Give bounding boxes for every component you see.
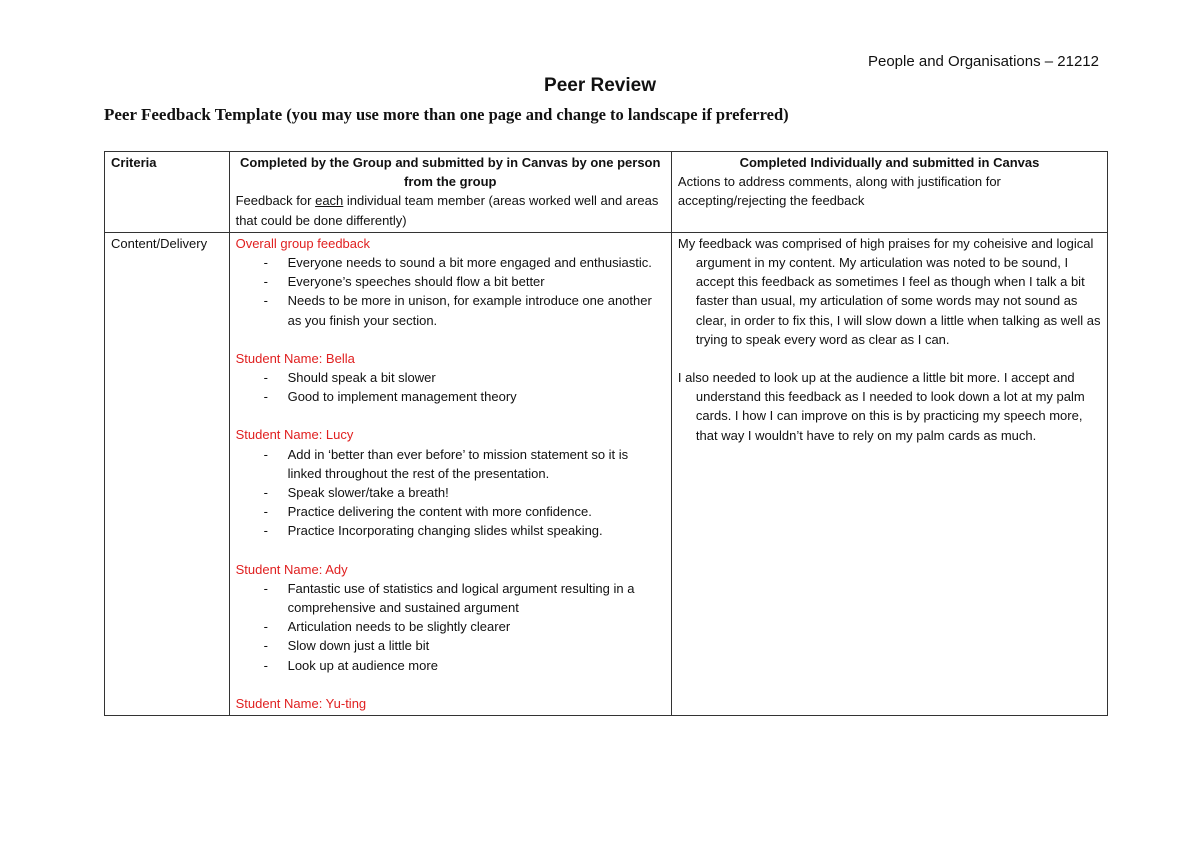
response-paragraph: I also needed to look up at the audience a little bit more. I accept and understand this feedback as I needed to look down a lot at my palm cards. I how I can improve on this is by practicing my speech more, that way I wouldn’t have to rely on my palm cards as much.: [677, 370, 1085, 443]
student-name-label: Student Name: Ady: [235, 561, 348, 577]
list-item: - Everyone’s speeches should flow a bit better: [236, 272, 665, 291]
table-header-row: [105, 152, 1108, 233]
group-column-subtitle: Feedback for each individual team member (areas worked well and areas that could be done differently): [235, 193, 659, 228]
list-item: - Fantastic use of statistics and logical argument resulting in a comprehensive and sustained argument: [236, 579, 665, 617]
student-name-label: Student Name: Yu-ting: [235, 695, 367, 711]
student-feedback-list: [236, 445, 665, 541]
list-item: - Slow down just a little bit: [236, 636, 665, 655]
list-item: - Everyone needs to sound a bit more engaged and enthusiastic.: [236, 253, 665, 272]
list-item: - Practice delivering the content with more confidence.: [236, 502, 665, 521]
document-title: Peer Review: [544, 75, 656, 96]
template-heading-note: (you may use more than one page and change to landscape if preferred): [286, 105, 789, 124]
list-item: - Look up at audience more: [236, 656, 665, 675]
student-name-label: Student Name: Bella: [235, 350, 355, 366]
group-column-header: [229, 152, 671, 233]
list-item: - Should speak a bit slower: [236, 368, 665, 387]
list-item: - Speak slower/take a breath!: [236, 483, 665, 502]
group-feedback-cell: [229, 232, 671, 715]
criteria-cell: Content/Delivery: [105, 232, 230, 715]
overall-feedback-list: [236, 253, 665, 330]
template-heading: [104, 105, 789, 125]
overall-feedback-label: Overall group feedback: [235, 235, 371, 251]
list-item: - Needs to be more in unison, for example introduce one another as you finish your section.: [236, 291, 665, 329]
student-feedback-list: [236, 579, 665, 675]
group-column-title: Completed by the Group and submitted by in Canvas by one person from the group: [240, 155, 661, 190]
individual-response-cell: [671, 232, 1107, 715]
individual-column-header: [671, 152, 1107, 233]
peer-feedback-table: [104, 151, 1108, 716]
template-heading-bold: Peer Feedback Template: [104, 105, 283, 124]
table-row: [105, 232, 1108, 715]
list-item: - Articulation needs to be slightly clearer: [236, 617, 665, 636]
criteria-header: Criteria: [105, 152, 230, 233]
list-item: - Add in ‘better than ever before’ to mission statement so it is linked throughout the rest of the presentation.: [236, 445, 665, 483]
list-item: - Practice Incorporating changing slides whilst speaking.: [236, 521, 665, 540]
individual-column-title: Completed Individually and submitted in Canvas: [739, 155, 1040, 170]
response-paragraph: My feedback was comprised of high praises for my coheisive and logical argument in my content. My articulation was noted to be sound, I accept this feedback as sometimes I feel as though when I talk a bit faster than usual, my articulation of some words may not sound as clear, in order to fix this, I will slow down a little when talking as well as trying to speak every word as clear as I can.: [677, 235, 1101, 347]
student-name-label: Student Name: Lucy: [235, 427, 354, 443]
list-item: - Good to implement management theory: [236, 387, 665, 406]
student-feedback-list: [236, 368, 665, 406]
individual-column-subtitle: Actions to address comments, along with justification for accepting/rejecting the feedback: [677, 174, 1001, 209]
course-header: People and Organisations – 21212: [867, 53, 1099, 70]
